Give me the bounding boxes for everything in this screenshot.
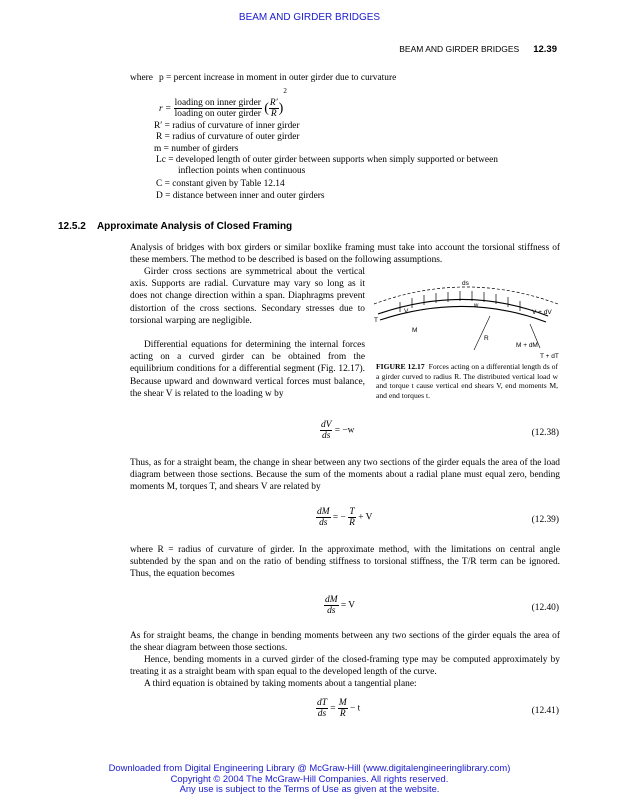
eq4-denominator-2: R [339,709,346,719]
eq3-denominator: ds [327,606,336,616]
def-m: m = number of girders [154,144,239,154]
page-footer [0,763,619,795]
equation-12-38-tag: (12.38) [531,428,559,438]
running-head [399,44,557,55]
paragraph-straight-beams: As for straight beams, the change in bending moments between any two sections of the girder equals the area of the shear diagram between those sections. [130,631,560,654]
equation-12-41 [316,698,360,719]
running-head-title: BEAM AND GIRDER BRIDGES [399,44,520,54]
figure-label-w: w [474,303,479,309]
def-D: D = distance between inner and outer girders [156,191,325,201]
equation-12-40-tag: (12.40) [531,603,559,613]
eq4-rhs: − t [350,703,361,714]
def-r-ratio-num: R′ [269,98,278,109]
figure-radius-line [474,316,490,350]
paragraph-radius-curvature: where R = radius of curvature of girder. In the approximate method, with the limitations on central angle subtended by the span and on the ratio of bending stiffness to torsional stiffness, the T/R term can be ignored. Thus, the equation becomes [130,545,560,580]
figure-12-17 [370,276,562,360]
figure-caption-text: Forces acting on a differential length ds of a girder curved to radius R. The distributed vertical load w and torque t cause vertical end shears V, end moments M, and end torques t. [376,362,558,400]
def-Lc-continued: inflection points when continuous [178,166,306,176]
equation-12-38 [320,420,354,441]
def-r-equation: r = $\frac{\text{loading on inner girder}}{\text{loading on outer girder}}$ ( $\frac{R'}{R}$ )$^2$ [159,87,287,120]
equation-12-40 [324,595,355,616]
figure-caption [376,362,558,400]
figure-dashed-arc [374,287,558,304]
eq1-denominator: ds [322,431,331,441]
section-title: Approximate Analysis of Closed Framing [96,221,293,232]
def-r-ratio-den: R [270,109,277,120]
eq2-numerator: dM [317,507,330,517]
section-number: 12.5.2 [58,221,86,232]
footer-terms-link[interactable]: Any use is subject to the Terms of Use as given at the website. [179,783,440,795]
equation-12-39-tag: (12.39) [531,515,559,525]
eq2-numerator-2: T [349,507,355,517]
def-R: R = radius of curvature of outer girder [156,132,300,142]
paragraph-assumptions: Girder cross sections are symmetrical about the vertical axis. Supports are radial. Curvature may vary so long as it does not change direction within a span. Diaphragms prevent distortion of the cross sections. Secondary stresses due to torsional warping are negligible. [130,267,365,326]
def-r-denominator: loading on outer girder [174,109,261,120]
page-banner: BEAM AND GIRDER BRIDGES [238,12,381,23]
equation-12-39 [316,507,372,528]
eq1-rhs: = −w [334,425,355,436]
def-r-symbol: r = [159,103,172,114]
def-r-numerator: loading on inner girder [174,98,261,109]
figure-label-M-dM: M + dM [516,342,538,349]
figure-label-V-dV: V + dV [532,309,552,316]
page-number: 12.39 [533,44,557,55]
eq4-numerator-2: M [338,698,347,708]
def-Lc: Lc = developed length of outer girder between supports when simply supported or between [156,155,498,165]
eq2-mid: = − [332,512,346,523]
figure-label-ds: ds [462,280,469,287]
paragraph-intro: Analysis of bridges with box girders or similar boxlike framing must take into account the torsional stiffness of these members. The method to be described is based on the following assumptions. [130,243,560,266]
figure-label-R: R [484,335,489,342]
figure-label-M: M [412,327,418,334]
eq1-numerator: dV [321,420,332,430]
eq4-mid: = [330,703,336,714]
footer-copyright: Copyright © 2004 The McGraw-Hill Companies. All rights reserved. [170,772,449,784]
equation-12-41-tag: (12.41) [531,706,559,716]
footer-download-link[interactable]: Downloaded from Digital Engineering Library @ McGraw-Hill (www.digitalengineeringlibrary.com) [108,762,511,773]
where-label: where [130,73,153,83]
paragraph-shear-change: Thus, as for a straight beam, the change in shear between any two sections of the girder equals the area of the load diagram between those sections. Because the sum of the moments about a radial plane must equal zero, bending moments M, torques T, and shears V are related by [130,458,560,493]
figure-label-T: T [374,317,378,324]
eq3-rhs: = V [340,600,356,611]
eq4-denominator: ds [317,709,327,719]
figure-label-V: V [404,308,409,315]
section-heading [58,221,292,232]
eq2-rhs: + V [358,512,373,523]
def-C: C = constant given by Table 12.14 [156,179,285,189]
figure-label-T-dT: T + dT [540,353,559,360]
def-p: p = percent increase in moment in outer girder due to curvature [159,73,397,83]
figure-load-arrows [400,291,520,312]
eq2-denominator-2: R [349,518,355,528]
def-r-prime: R′ = radius of curvature of inner girder [154,121,300,131]
eq3-numerator: dM [325,595,338,605]
eq4-numerator: dT [317,698,327,708]
def-r-exponent: 2 [283,87,287,95]
paragraph-hence: Hence, bending moments in a curved girder of the closed-framing type may be computed approximately by treating it as a straight beam with span equal to the developed length of the curve. [130,655,560,678]
paragraph-differential: Differential equations for determining the internal forces acting on a curved girder can be obtained from the equilibrium conditions for a differential segment (Fig. 12.17). Because upward and downward vertical forces must balance, the shear V is related to the loading w by [130,340,365,399]
paragraph-third-equation: A third equation is obtained by taking moments about a tangential plane: [144,679,417,689]
figure-caption-label: FIGURE 12.17 [376,362,425,371]
eq2-denominator: ds [319,518,328,528]
